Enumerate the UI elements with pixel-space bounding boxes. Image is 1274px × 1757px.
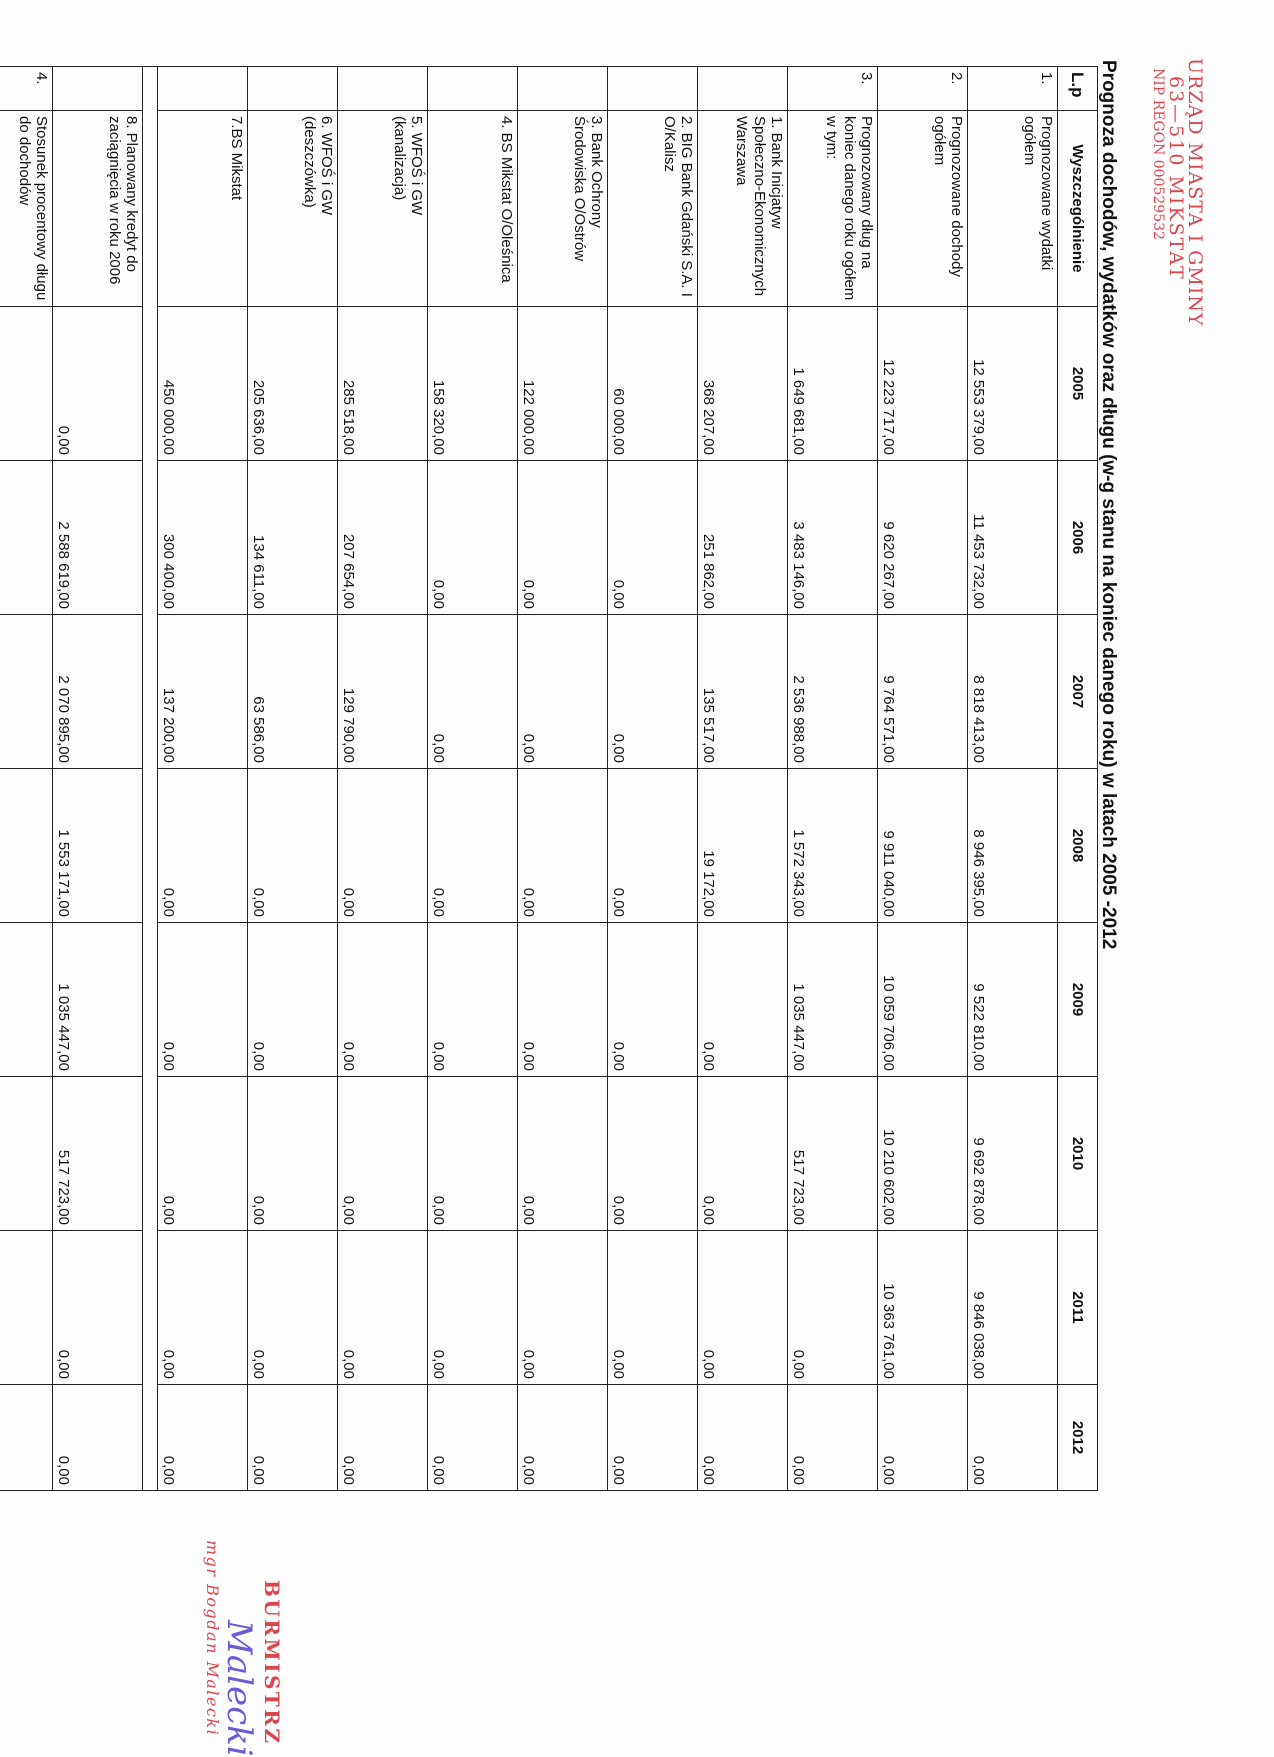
value-cell: 0,00	[608, 1231, 698, 1385]
row-description: 1. Bank Inicjatyw Społeczno-Ekonomicznych Warszawa	[698, 111, 788, 307]
table-row	[0, 67, 53, 1491]
table-row	[608, 67, 698, 1491]
table-row	[698, 67, 788, 1491]
header-year: 2010	[1058, 1077, 1098, 1231]
row-description: 3. Bank Ochrony Środowiska O/Ostrów	[518, 111, 608, 307]
header-description: Wyszczególnienie	[1058, 111, 1098, 307]
value-cell: 0,00	[608, 461, 698, 615]
value-cell: 0,00	[608, 769, 698, 923]
value-cell: 9 522 810,00	[968, 923, 1058, 1077]
value-cell: 9 911 040,00	[878, 769, 968, 923]
row-number	[248, 67, 338, 111]
value-cell: 0,00	[428, 769, 518, 923]
value-cell: 0,00	[53, 307, 143, 461]
value-cell: 0,00	[248, 923, 338, 1077]
value-cell: 10 059 706,00	[878, 923, 968, 1077]
value-cell: 0,00	[338, 1385, 428, 1491]
value-cell	[0, 461, 53, 615]
value-cell: 205 636,00	[248, 307, 338, 461]
header-lp: L.p	[1058, 67, 1098, 111]
value-cell: 0,00	[158, 769, 248, 923]
value-cell: 137 200,00	[158, 615, 248, 769]
value-cell: 63 586,00	[248, 615, 338, 769]
mayor-title: BURMISTRZ	[260, 1580, 284, 1746]
value-cell	[0, 1077, 53, 1231]
value-cell: 0,00	[878, 1385, 968, 1491]
row-number: 2.	[878, 67, 968, 111]
value-cell: 10 210 602,00	[878, 1077, 968, 1231]
mayor-name: mgr Bogdan Malecki	[203, 1540, 222, 1737]
handwritten-signature: Malecki	[219, 1620, 259, 1757]
value-cell: 517 723,00	[788, 1077, 878, 1231]
table-row	[968, 67, 1058, 1491]
value-cell: 0,00	[698, 1385, 788, 1491]
row-number: 3.	[788, 67, 878, 111]
value-cell: 122 000,00	[518, 307, 608, 461]
value-cell: 0,00	[518, 461, 608, 615]
value-cell: 2 588 619,00	[53, 461, 143, 615]
value-cell: 11 453 732,00	[968, 461, 1058, 615]
value-cell: 0,00	[248, 769, 338, 923]
value-cell: 0,00	[158, 1077, 248, 1231]
value-cell: 135 517,00	[698, 615, 788, 769]
value-cell: 0,00	[248, 1077, 338, 1231]
row-number: 4.	[0, 67, 53, 111]
value-cell: 2 536 988,00	[788, 615, 878, 769]
table-row	[878, 67, 968, 1491]
office-stamp	[1151, 58, 1204, 326]
row-description: Prognozowany dług na koniec danego roku ogółem w tym:	[788, 111, 878, 307]
row-number: 1.	[968, 67, 1058, 111]
row-number	[428, 67, 518, 111]
row-description: 6. WFOŚ i GW (deszczówka)	[248, 111, 338, 307]
value-cell: 0,00	[53, 1231, 143, 1385]
header-year: 2011	[1058, 1231, 1098, 1385]
value-cell: 12 553 379,00	[968, 307, 1058, 461]
value-cell: 251 862,00	[698, 461, 788, 615]
value-cell: 0,00	[518, 769, 608, 923]
row-description: 4. BS Mikstat O/Oleśnica	[428, 111, 518, 307]
header-year: 2005	[1058, 307, 1098, 461]
table-body	[0, 67, 1058, 1491]
value-cell: 450 000,00	[158, 307, 248, 461]
table-row	[53, 67, 143, 1491]
row-number	[518, 67, 608, 111]
value-cell: 8 946 395,00	[968, 769, 1058, 923]
value-cell: 0,00	[338, 1231, 428, 1385]
stamp-line-office: URZĄD MIASTA I GMINY	[1184, 58, 1206, 327]
value-cell: 1 572 343,00	[788, 769, 878, 923]
table-row	[788, 67, 878, 1491]
value-cell: 0,00	[788, 1231, 878, 1385]
value-cell: 9 620 267,00	[878, 461, 968, 615]
table-row	[338, 67, 428, 1491]
mayor-stamp	[203, 1500, 284, 1757]
value-cell: 0,00	[428, 461, 518, 615]
value-cell: 0,00	[53, 1385, 143, 1491]
table-header-row	[1058, 67, 1098, 1491]
value-cell: 19 172,00	[698, 769, 788, 923]
spacer-cell	[143, 67, 158, 1491]
value-cell: 1 035 447,00	[53, 923, 143, 1077]
value-cell: 0,00	[248, 1231, 338, 1385]
table-row	[428, 67, 518, 1491]
row-description: Prognozowane wydatki ogółem	[968, 111, 1058, 307]
value-cell: 0,00	[248, 1385, 338, 1491]
row-description: 2. BIG Bank Gdański S.A. I O/Kalisz	[608, 111, 698, 307]
value-cell: 0,00	[338, 769, 428, 923]
value-cell: 3 483 146,00	[788, 461, 878, 615]
header-year: 2012	[1058, 1385, 1098, 1491]
value-cell: 285 518,00	[338, 307, 428, 461]
value-cell: 0,00	[518, 923, 608, 1077]
value-cell: 0,00	[608, 923, 698, 1077]
forecast-table	[0, 66, 1098, 1491]
value-cell: 0,00	[428, 615, 518, 769]
row-description: Stosunek procentowy długu do dochodów	[0, 111, 53, 307]
value-cell	[0, 923, 53, 1077]
value-cell: 129 790,00	[338, 615, 428, 769]
value-cell	[0, 1231, 53, 1385]
value-cell: 10 363 761,00	[878, 1231, 968, 1385]
header-year: 2006	[1058, 461, 1098, 615]
value-cell: 158 320,00	[428, 307, 518, 461]
header-year: 2007	[1058, 615, 1098, 769]
value-cell: 368 207,00	[698, 307, 788, 461]
value-cell: 0,00	[608, 615, 698, 769]
value-cell: 1 649 681,00	[788, 307, 878, 461]
value-cell: 12 223 717,00	[878, 307, 968, 461]
value-cell: 0,00	[428, 1231, 518, 1385]
row-number	[53, 67, 143, 111]
header-year: 2008	[1058, 769, 1098, 923]
row-description: Prognozowane dochody ogółem	[878, 111, 968, 307]
value-cell: 9 846 038,00	[968, 1231, 1058, 1385]
row-number	[158, 67, 248, 111]
value-cell	[0, 307, 53, 461]
value-cell: 207 654,00	[338, 461, 428, 615]
value-cell: 0,00	[158, 1231, 248, 1385]
value-cell: 0,00	[518, 1231, 608, 1385]
value-cell: 9 764 571,00	[878, 615, 968, 769]
value-cell	[0, 1385, 53, 1491]
row-number	[698, 67, 788, 111]
stamp-line-address: 63—510 MIKSTAT	[1164, 76, 1187, 281]
table-row	[248, 67, 338, 1491]
header-year: 2009	[1058, 923, 1098, 1077]
row-description: 8. Planowany kredyt do zaciągnięcia w roku 2006	[53, 111, 143, 307]
row-number	[338, 67, 428, 111]
stamp-line-regon: NIP REGON 000529532	[1150, 68, 1167, 240]
value-cell: 300 400,00	[158, 461, 248, 615]
value-cell	[0, 769, 53, 923]
value-cell: 0,00	[698, 1231, 788, 1385]
value-cell: 0,00	[518, 1385, 608, 1491]
table-row	[158, 67, 248, 1491]
value-cell: 1 553 171,00	[53, 769, 143, 923]
value-cell: 0,00	[428, 1385, 518, 1491]
row-description: 5. WFOŚ i GW (kanalizacja)	[338, 111, 428, 307]
row-description: 7.BS Mikstat	[158, 111, 248, 307]
value-cell	[0, 615, 53, 769]
row-number	[608, 67, 698, 111]
value-cell: 2 070 895,00	[53, 615, 143, 769]
value-cell: 0,00	[608, 1077, 698, 1231]
value-cell: 0,00	[428, 923, 518, 1077]
value-cell: 9 692 878,00	[968, 1077, 1058, 1231]
value-cell: 134 611,00	[248, 461, 338, 615]
value-cell: 0,00	[518, 615, 608, 769]
value-cell: 60 000,00	[608, 307, 698, 461]
value-cell: 0,00	[338, 923, 428, 1077]
value-cell: 0,00	[428, 1077, 518, 1231]
value-cell: 0,00	[518, 1077, 608, 1231]
table-row	[518, 67, 608, 1491]
value-cell: 0,00	[968, 1385, 1058, 1491]
value-cell: 0,00	[338, 1077, 428, 1231]
value-cell: 0,00	[608, 1385, 698, 1491]
table-spacer-row	[143, 67, 158, 1491]
value-cell: 0,00	[698, 923, 788, 1077]
value-cell: 0,00	[698, 1077, 788, 1231]
document-title: Prognoza dochodów, wydatków oraz długu (w-g stanu na koniec danego roku) w latach 2005 -2012	[1098, 60, 1119, 950]
value-cell: 517 723,00	[53, 1077, 143, 1231]
value-cell: 8 818 413,00	[968, 615, 1058, 769]
value-cell: 1 035 447,00	[788, 923, 878, 1077]
value-cell: 0,00	[158, 1385, 248, 1491]
value-cell: 0,00	[158, 923, 248, 1077]
value-cell: 0,00	[788, 1385, 878, 1491]
